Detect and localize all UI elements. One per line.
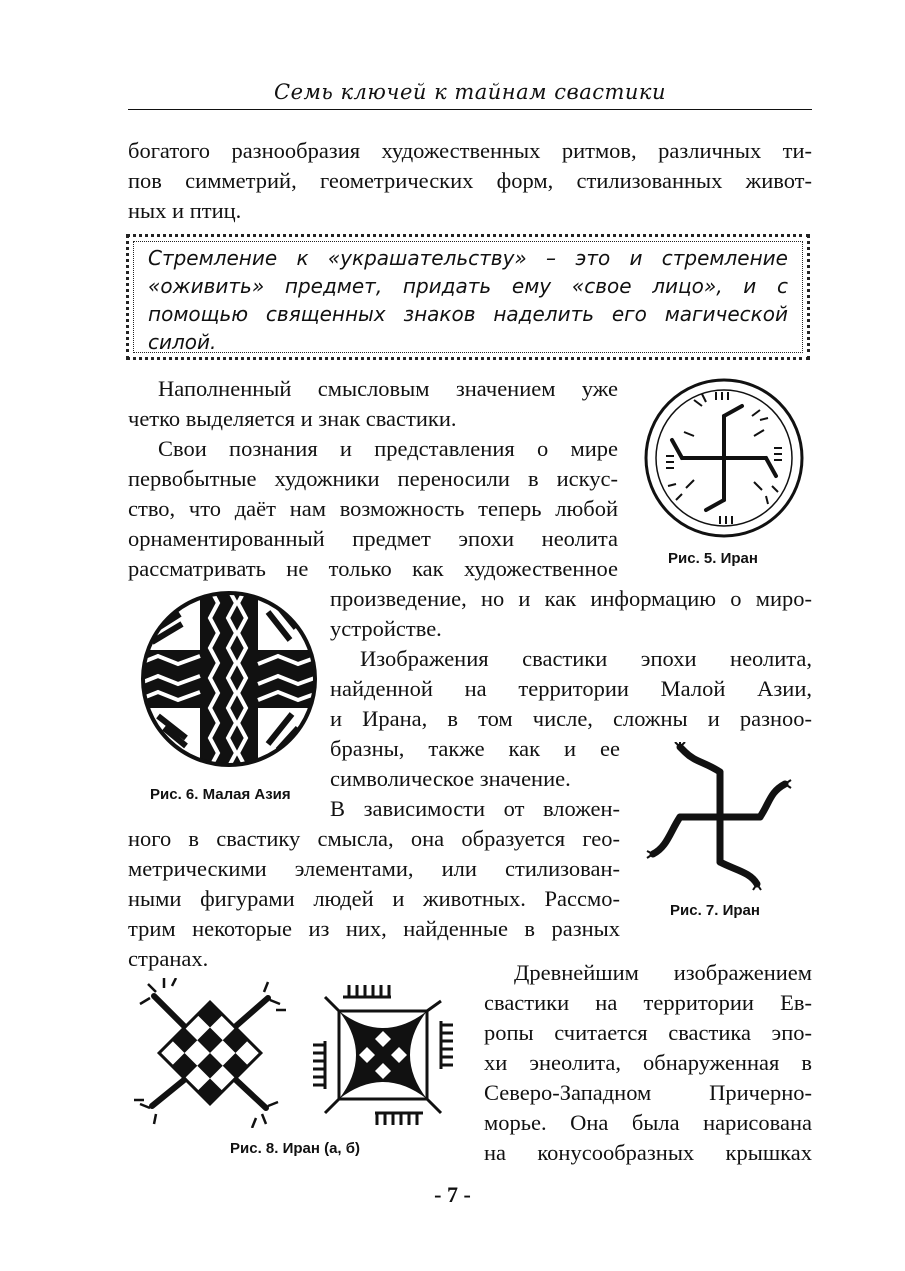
text-line: устройстве. xyxy=(330,616,442,641)
text-line: ных и птиц. xyxy=(128,198,242,223)
figure-5-iran-image xyxy=(642,376,806,540)
text-line: символическое значение. xyxy=(330,766,571,791)
text-line: Свои познания и представления о мире xyxy=(158,436,618,461)
text-line: первобытные художники переносили в искус- xyxy=(128,466,618,491)
quote-line: помощью священных знаков наделить его магической xyxy=(148,302,788,326)
figure-8a-iran-image xyxy=(130,978,290,1128)
text-line: трим некоторые из них, найденные в разных xyxy=(128,916,620,941)
text-line: метрическими элементами, или стилизован- xyxy=(128,856,620,881)
text-line: пов симметрий, геометрических форм, стилизованных живот- xyxy=(128,168,812,193)
text-line: Древнейшим изображением xyxy=(514,960,812,985)
quote-line: Стремление к «украшательству» – это и стремление xyxy=(148,246,788,270)
text-line: на конусообразных крышках xyxy=(484,1140,812,1165)
quote-line: силой. xyxy=(148,330,217,354)
text-line: ными фигурами людей и животных. Рассмо- xyxy=(128,886,620,911)
figure-5-caption: Рис. 5. Иран xyxy=(668,550,758,567)
text-line: Наполненный смысловым значением уже xyxy=(158,376,618,401)
figure-7-iran-image xyxy=(645,742,795,892)
text-line: ство, что даёт нам возможность теперь любой xyxy=(128,496,618,521)
text-line: свастики на территории Ев- xyxy=(484,990,812,1015)
text-line: хи энеолита, обнаруженная в xyxy=(484,1050,812,1075)
text-line: орнаментированный предмет эпохи неолита xyxy=(128,526,618,551)
text-line: богатого разнообразия художественных ритмов, различных ти- xyxy=(128,138,812,163)
header-rule xyxy=(128,109,812,110)
text-line: рассматривать не только как художественное xyxy=(128,556,618,581)
figure-6-asia-minor-image xyxy=(138,588,320,770)
text-line: найденной на территории Малой Азии, xyxy=(330,676,812,701)
figure-8-caption: Рис. 8. Иран (а, б) xyxy=(230,1140,361,1157)
text-line: Северо-Западном Причерно- xyxy=(484,1080,812,1105)
text-line: ного в свастику смысла, она образуется гео- xyxy=(128,826,620,851)
text-line: бразны, также как и ее xyxy=(330,736,620,761)
figure-8b-iran-image xyxy=(308,970,458,1140)
figure-6-caption: Рис. 6. Малая Азия xyxy=(150,786,291,803)
text-line: произведение, но и как информацию о миро- xyxy=(330,586,812,611)
text-line: странах. xyxy=(128,946,209,971)
text-line: четко выделяется и знак свастики. xyxy=(128,406,457,431)
text-line: В зависимости от вложен- xyxy=(330,796,620,821)
running-header: Семь ключей к тайнам свастики xyxy=(274,80,666,104)
text-line: Изображения свастики эпохи неолита, xyxy=(360,646,812,671)
text-line: ропы считается свастика эпо- xyxy=(484,1020,812,1045)
page-number: - 7 - xyxy=(434,1182,471,1207)
figure-7-caption: Рис. 7. Иран xyxy=(670,902,760,919)
text-line: морье. Она была нарисована xyxy=(484,1110,812,1135)
text-line: и Ирана, в том числе, сложны и разноо- xyxy=(330,706,812,731)
quote-line: «оживить» предмет, придать ему «свое лицо», и с xyxy=(148,274,788,298)
